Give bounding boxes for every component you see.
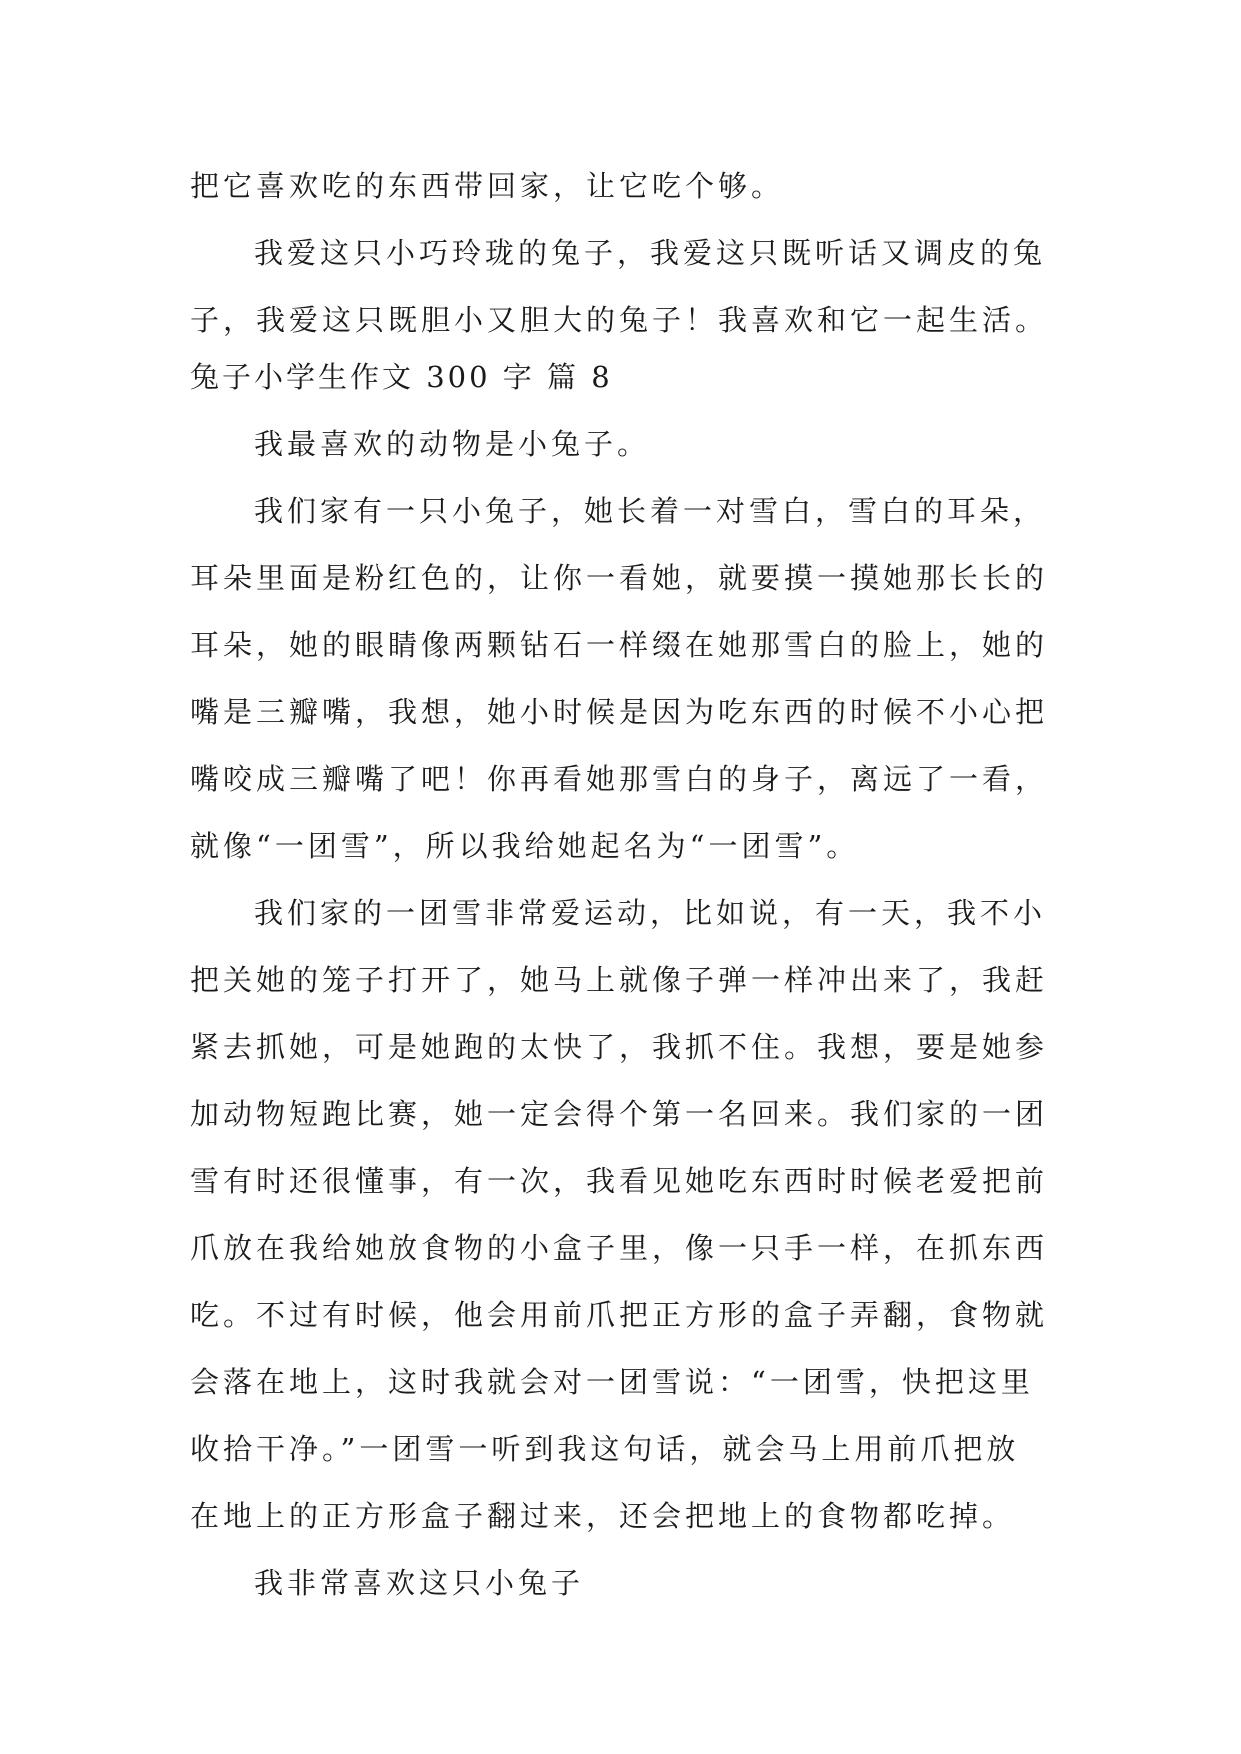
paragraph-line: 嘴是三瓣嘴，我想，她小时候是因为吃东西的时候不小心把 <box>190 695 1049 729</box>
paragraph-line: 子，我爱这只既胆小又胆大的兔子！我喜欢和它一起生活。 <box>190 303 1049 337</box>
essay-section-8 <box>190 344 1070 1617</box>
paragraph-line: 吃。不过有时候，他会用前爪把正方形的盒子弄翻，食物就 <box>190 1298 1049 1332</box>
paragraph-line: 把它喜欢吃的东西带回家，让它吃个够。 <box>190 169 785 203</box>
paragraph-line: 嘴咬成三瓣嘴了吧！你再看她那雪白的身子，离远了一看， <box>190 762 1049 796</box>
paragraph-line: 紧去抓她，可是她跑的太快了，我抓不住。我想，要是她参 <box>190 1030 1049 1064</box>
paragraph-line: 我们家的一团雪非常爱运动，比如说，有一天，我不小 <box>254 896 1047 930</box>
paragraph-line: 我非常喜欢这只小兔子 <box>254 1566 585 1600</box>
paragraph-line: 收拾干净。”一团雪一听到我这句话，就会马上用前爪把放 <box>190 1432 1020 1466</box>
paragraph-line: 爪放在我给她放食物的小盒子里，像一只手一样，在抓东西 <box>190 1231 1049 1265</box>
paragraph-line: 会落在地上，这时我就会对一团雪说：“一团雪，快把这里 <box>190 1365 1034 1399</box>
paragraph-line: 加动物短跑比赛，她一定会得个第一名回来。我们家的一团 <box>190 1097 1049 1131</box>
section-heading: 兔子小学生作文 300 字 篇 8 <box>190 360 613 394</box>
paragraph-line: 在地上的正方形盒子翻过来，还会把地上的食物都吃掉。 <box>190 1499 1016 1533</box>
paragraph-line: 把关她的笼子打开了，她马上就像子弹一样冲出来了，我赶 <box>190 963 1049 997</box>
paragraph-line: 雪有时还很懂事，有一次，我看见她吃东西时时候老爱把前 <box>190 1164 1049 1198</box>
paragraph-line: 就像“一团雪”，所以我给她起名为“一团雪”。 <box>190 829 860 863</box>
paragraph-line: 我爱这只小巧玲珑的兔子，我爱这只既听话又调皮的兔 <box>254 236 1047 270</box>
previous-section-ending <box>190 153 1070 354</box>
paragraph-line: 耳朵，她的眼睛像两颗钻石一样缀在她那雪白的脸上，她的 <box>190 628 1049 662</box>
paragraph-line: 我们家有一只小兔子，她长着一对雪白，雪白的耳朵， <box>254 494 1047 528</box>
paragraph-line: 耳朵里面是粉红色的，让你一看她，就要摸一摸她那长长的 <box>190 561 1049 595</box>
paragraph-line: 我最喜欢的动物是小兔子。 <box>254 427 651 461</box>
